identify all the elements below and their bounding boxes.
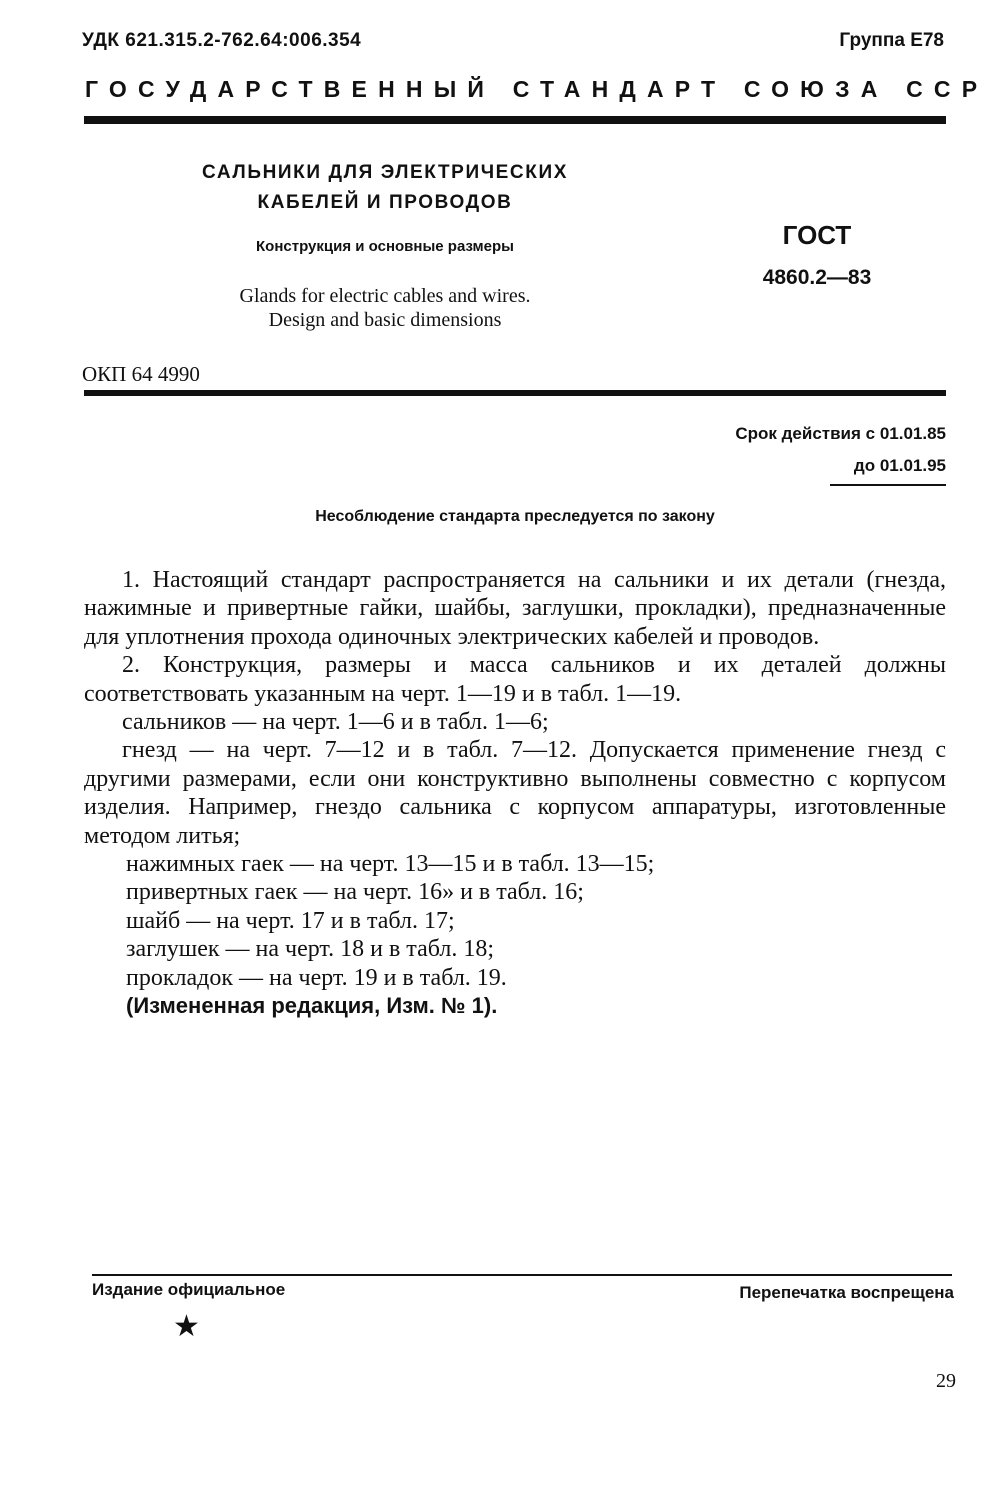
header-bottom-rule bbox=[84, 390, 946, 396]
okp-code: ОКП 64 4990 bbox=[82, 362, 200, 386]
title-line-2: КАБЕЛЕЙ И ПРОВОДОВ bbox=[257, 192, 513, 213]
list-item: прокладок — на черт. 19 и в табл. 19. bbox=[126, 964, 507, 991]
group-code: Группа Е78 bbox=[839, 30, 944, 51]
legal-notice: Несоблюдение стандарта преследуется по закону bbox=[315, 508, 715, 525]
paragraph-1: 1. Настоящий стандарт распространяется на сальники и их детали (гнезда, нажимные и привертные гайки, шайбы, заглушки, прокладки), предназначенные для уплотнения прохода одиночных электрических кабелей и проводов. bbox=[84, 567, 946, 650]
document-subtitle: Конструкция и основные размеры bbox=[256, 238, 514, 255]
official-edition: Издание официальное bbox=[92, 1280, 286, 1299]
top-rule bbox=[84, 116, 946, 124]
list-item: привертных гаек — на черт. 16» и в табл. 16; bbox=[126, 879, 584, 906]
udk-code: УДК 621.315.2-762.64:006.354 bbox=[82, 30, 362, 51]
document-body bbox=[84, 566, 946, 1021]
english-title-line-1: Glands for electric cables and wires. bbox=[239, 285, 531, 307]
title-line-1: САЛЬНИКИ ДЛЯ ЭЛЕКТРИЧЕСКИХ bbox=[202, 162, 568, 183]
list-item: заглушек — на черт. 18 и в табл. 18; bbox=[126, 936, 494, 963]
english-title bbox=[150, 284, 620, 332]
footer-rule bbox=[92, 1274, 952, 1276]
validity-to: до 01.01.95 bbox=[853, 456, 946, 475]
paragraph-2: 2. Конструкция, размеры и масса сальников и их деталей должны соответствовать указанным на черт. 1—19 и в табл. 1—19. bbox=[84, 652, 946, 707]
gost-label: ГОСТ bbox=[782, 220, 852, 250]
validity-from: Срок действия с 01.01.85 bbox=[735, 424, 946, 443]
star-icon: ★ bbox=[173, 1310, 200, 1343]
list-item: гнезд — на черт. 7—12 и в табл. 7—12. Допускается применение гнезд с другими размерами, если они конструктивно выполнены совместно с корпусом изделия. Например, гнездо сальника с корпусом аппаратуры, изготовленные методом литья; bbox=[84, 737, 946, 849]
english-title-line-2: Design and basic dimensions bbox=[268, 309, 502, 331]
gost-number: 4860.2—83 bbox=[762, 266, 872, 289]
document-title bbox=[150, 158, 620, 218]
state-standard-heading: ГОСУДАРСТВЕННЫЙ СТАНДАРТ СОЮЗА ССР bbox=[85, 76, 989, 102]
amendment-note: (Измененная редакция, Изм. № 1). bbox=[126, 993, 498, 1019]
page-number: 29 bbox=[936, 1370, 956, 1392]
list-item: шайб — на черт. 17 и в табл. 17; bbox=[126, 907, 455, 934]
list-item: сальников — на черт. 1—6 и в табл. 1—6; bbox=[122, 709, 549, 736]
validity-underline bbox=[830, 484, 946, 486]
reprint-prohibited: Перепечатка воспрещена bbox=[739, 1283, 954, 1302]
list-item: нажимных гаек — на черт. 13—15 и в табл. 13—15; bbox=[126, 851, 655, 878]
